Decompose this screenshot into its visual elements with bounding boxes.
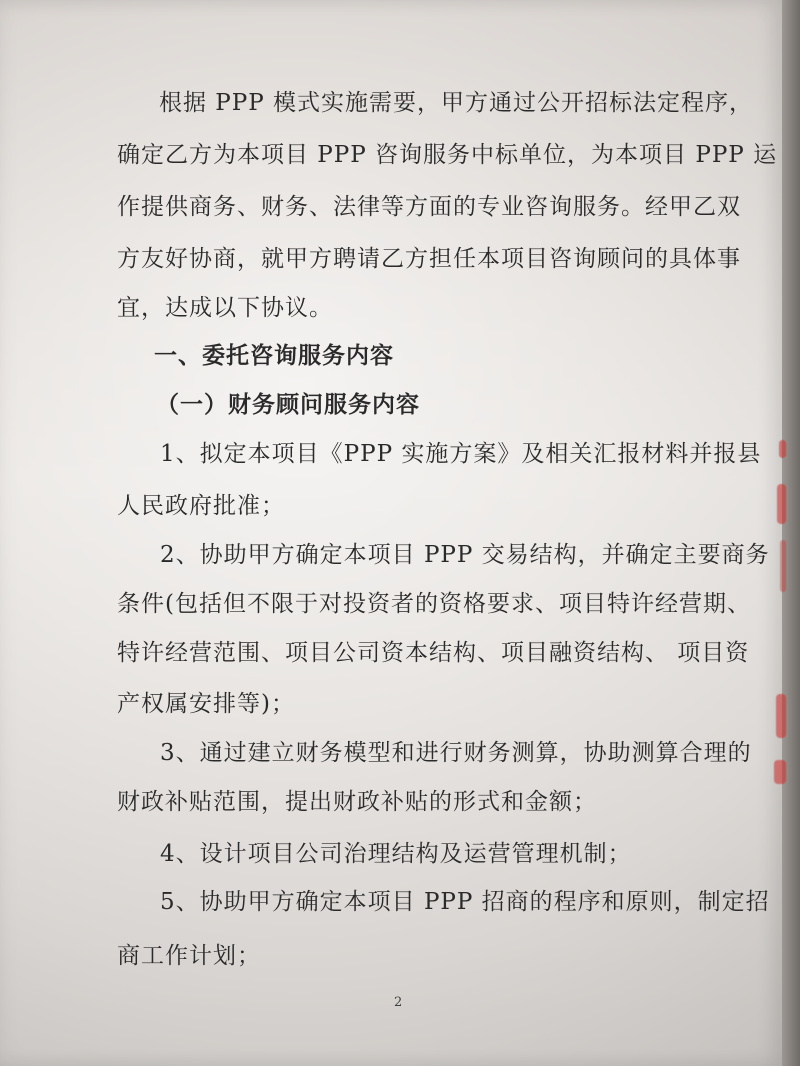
list-item-line: 3、通过建立财务模型和进行财务测算，协助测算合理的	[160, 740, 752, 766]
subsection-title: （一）财务顾问服务内容	[156, 392, 420, 418]
red-seal-fragment	[774, 760, 786, 784]
paragraph-line: 根据 PPP 模式实施需要，甲方通过公开招标法定程序，	[159, 90, 754, 116]
red-seal-fragment	[779, 440, 786, 458]
list-item-line: 产权属安排等)；	[117, 691, 295, 717]
list-item-line: 条件(包括但不限于对投资者的资格要求、项目特许经营期、	[117, 591, 751, 617]
red-seal-fragment	[780, 540, 786, 592]
paragraph-line: 宜，达成以下协议。	[117, 295, 333, 321]
paragraph-line: 方友好协商，就甲方聘请乙方担任本项目咨询顾问的具体事	[117, 246, 741, 272]
list-item-line: 1、拟定本项目《PPP 实施方案》及相关汇报材料并报县	[160, 441, 762, 467]
list-item-line: 人民政府批准；	[117, 493, 285, 519]
page-edge	[782, 0, 800, 1066]
red-seal-fragment	[777, 484, 786, 524]
list-item-line: 2、协助甲方确定本项目 PPP 交易结构，并确定主要商务	[160, 542, 770, 568]
paragraph-line: 确定乙方为本项目 PPP 咨询服务中标单位，为本项目 PPP 运	[117, 142, 778, 168]
page-number: 2	[394, 995, 403, 1010]
list-item-line: 财政补贴范围，提出财政补贴的形式和金额；	[117, 789, 597, 815]
list-item-line: 4、设计项目公司治理结构及运营管理机制；	[160, 841, 632, 867]
paragraph-line: 作提供商务、财务、法律等方面的专业咨询服务。经甲乙双	[117, 194, 741, 220]
section-title: 一、委托咨询服务内容	[154, 343, 394, 369]
red-seal-fragment	[776, 694, 786, 738]
list-item-line: 5、协助甲方确定本项目 PPP 招商的程序和原则，制定招	[160, 889, 770, 915]
list-item-line: 特许经营范围、项目公司资本结构、项目融资结构、 项目资	[117, 640, 750, 666]
list-item-line: 商工作计划；	[117, 943, 261, 969]
